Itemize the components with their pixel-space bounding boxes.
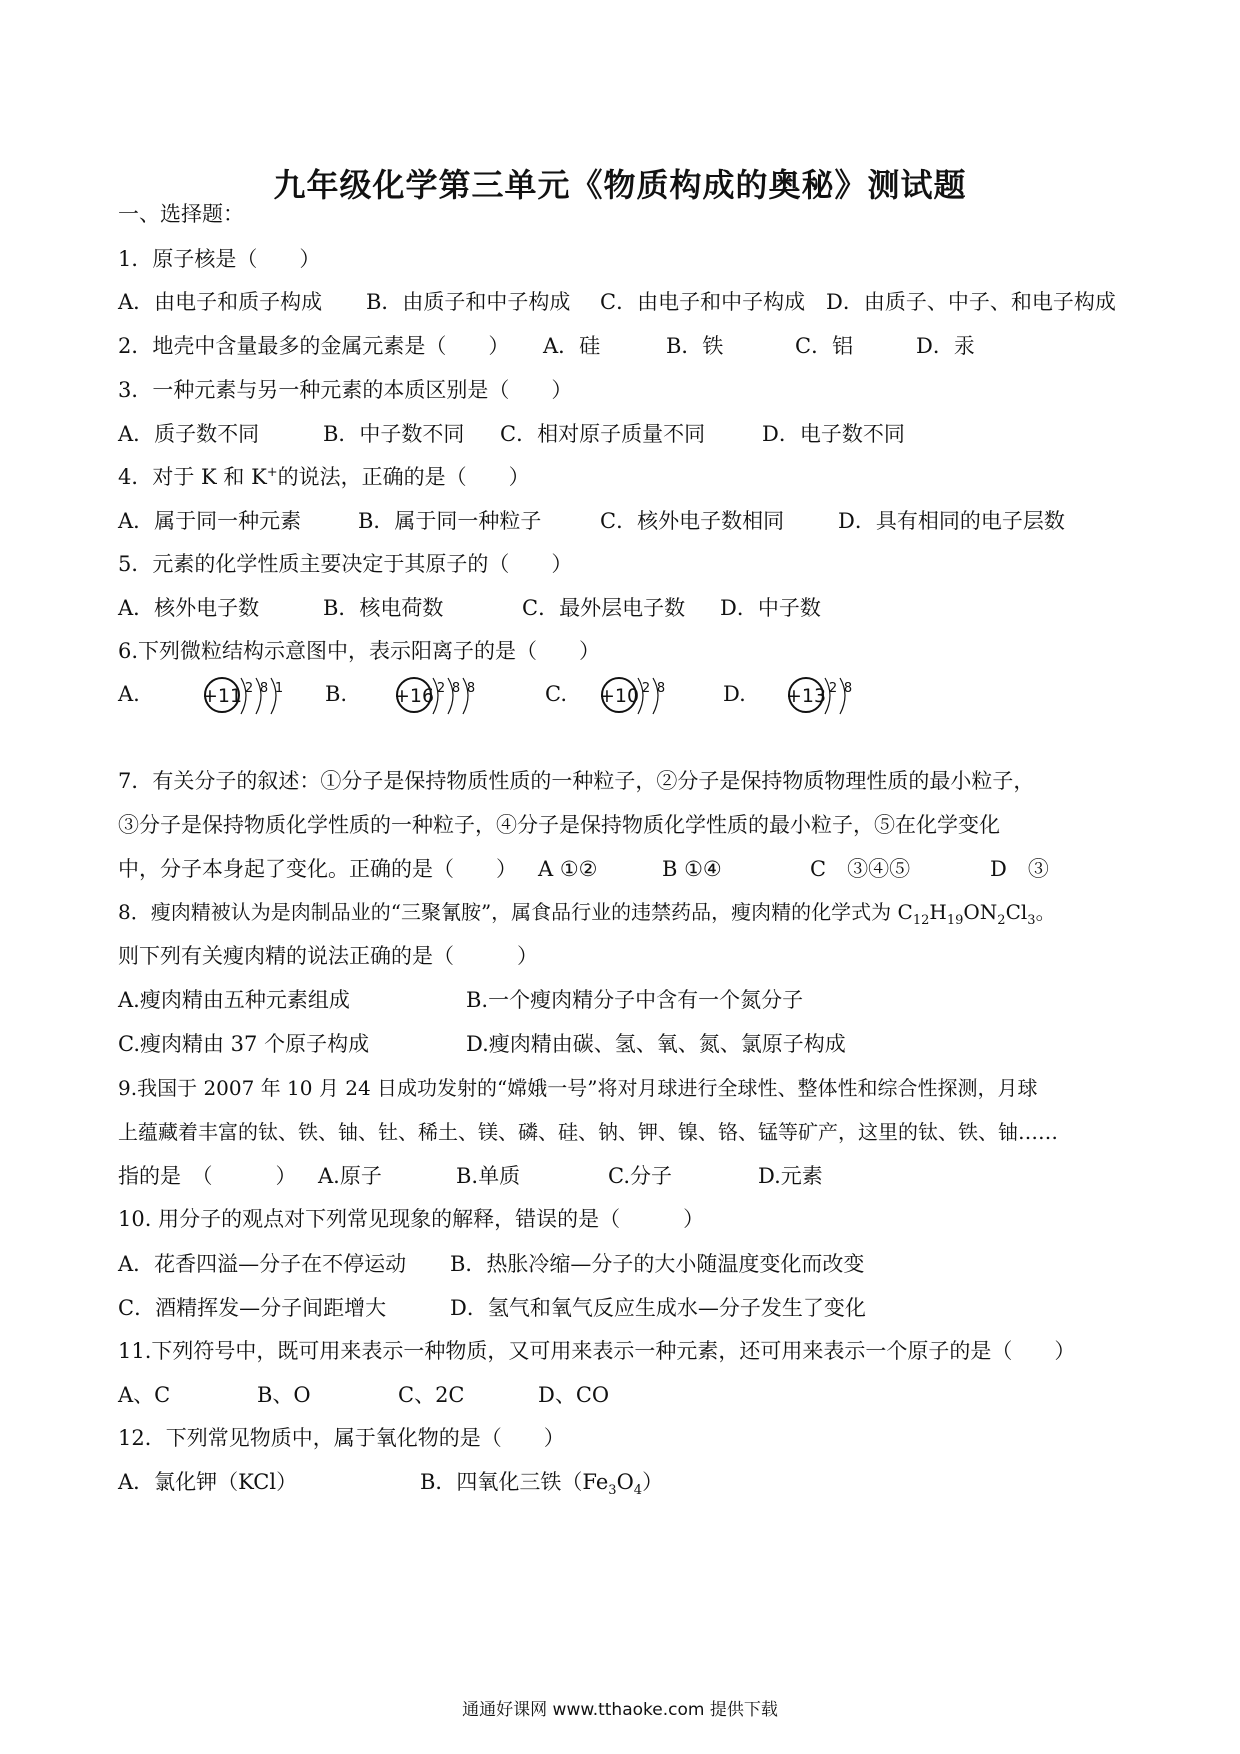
electron-count: 2 — [641, 681, 651, 696]
question-6-stem: 6.下列微粒结构示意图中，表示阳离子的是（ ） — [118, 639, 601, 663]
question-9-line-3: 指的是 （ ） — [118, 1164, 297, 1188]
formula-sub-h: 19 — [946, 913, 964, 928]
question-11-option-b: B、O — [257, 1383, 311, 1407]
question-7-line-2: ③分子是保持物质化学性质的一种粒子，④分子是保持物质化学性质的最小粒子，⑤在化学变化 — [118, 813, 1000, 837]
section-heading: 一、选择题： — [118, 202, 244, 226]
question-7-option-d: D ③ — [990, 857, 1049, 881]
question-11-option-d: D、CO — [538, 1383, 610, 1407]
question-8-line-2: 则下列有关瘦肉精的说法正确的是（ ） — [118, 944, 538, 968]
formula-cl: Cl — [1005, 900, 1028, 924]
question-8-option-d: D.瘦肉精由碳、氢、氧、氮、氯原子构成 — [466, 1032, 846, 1056]
formula-o: O — [616, 1470, 634, 1494]
electron-count: 8 — [466, 681, 476, 696]
question-4-stem-pre: 4．对于 K 和 K — [118, 465, 267, 489]
nucleus-charge: +16 — [393, 685, 435, 707]
formula-on: ON — [963, 900, 998, 924]
question-12-option-b — [420, 1468, 664, 1499]
question-9-option-b: B.单质 — [456, 1164, 521, 1188]
question-8-line-1-end: 。 — [1035, 900, 1056, 924]
question-2-stem: 2．地壳中含量最多的金属元素是（ ） — [118, 334, 510, 358]
atom-diagram-c — [599, 672, 709, 722]
formula-sub-n: 2 — [997, 913, 1006, 928]
electron-count: 8 — [259, 681, 269, 696]
atom-diagram-b — [394, 672, 504, 722]
formula-sub-cl: 3 — [1027, 913, 1036, 928]
question-8-option-a: A.瘦肉精由五种元素组成 — [118, 988, 350, 1012]
question-12-option-b-end: ） — [642, 1470, 664, 1494]
atom-diagram-a — [202, 672, 312, 722]
question-5-option-b: B．核电荷数 — [323, 596, 444, 620]
nucleus-charge: +13 — [785, 685, 827, 707]
nucleus-charge: +11 — [201, 685, 243, 707]
question-7-option-a: A ①② — [538, 857, 598, 881]
question-11-option-a: A、C — [118, 1383, 171, 1407]
nucleus-charge: +10 — [598, 685, 640, 707]
question-3-option-c: C．相对原子质量不同 — [500, 422, 706, 446]
electron-count: 8 — [451, 681, 461, 696]
electron-count: 2 — [436, 681, 446, 696]
question-1-option-b: B．由质子和中子构成 — [366, 290, 571, 314]
question-4-option-d: D．具有相同的电子层数 — [838, 509, 1065, 533]
question-5-option-d: D．中子数 — [720, 596, 821, 620]
page-footer: 通通好课网 www.tthaoke.com 提供下载 — [462, 1700, 778, 1720]
question-6-label-c: C. — [545, 682, 567, 706]
question-2-option-c: C．铝 — [795, 334, 854, 358]
question-10-option-c: C．酒精挥发—分子间距增大 — [118, 1296, 387, 1320]
question-4-stem-sup: + — [266, 465, 278, 480]
question-2-option-d: D．汞 — [916, 334, 975, 358]
atom-diagram-d — [786, 672, 896, 722]
question-7-line-3: 中，分子本身起了变化。正确的是（ ） — [118, 857, 517, 881]
question-4-stem — [118, 463, 530, 491]
question-1-option-d: D．由质子、中子、和电子构成 — [826, 290, 1116, 314]
question-8-option-b: B.一个瘦肉精分子中含有一个氮分子 — [466, 988, 804, 1012]
question-9-line-1: 9.我国于 2007 年 10 月 24 日成功发射的“嫦娥一号”将对月球进行全球性、整体性和综合性探测，月球 — [118, 1076, 1038, 1100]
question-3-stem: 3．一种元素与另一种元素的本质区别是（ ） — [118, 378, 573, 402]
question-3-option-a: A．质子数不同 — [118, 422, 260, 446]
formula-sub-c: 12 — [912, 913, 930, 928]
question-5-option-c: C．最外层电子数 — [522, 596, 686, 620]
question-4-option-a: A．属于同一种元素 — [118, 509, 302, 533]
question-9-line-2: 上蕴藏着丰富的钛、铁、铀、钍、稀土、镁、磷、硅、钠、钾、镍、铬、锰等矿产，这里的钛、铁、铀…… — [118, 1120, 1058, 1144]
question-3-option-d: D．电子数不同 — [762, 422, 905, 446]
question-10-option-d: D．氢气和氧气反应生成水—分子发生了变化 — [450, 1296, 866, 1320]
question-2-option-a: A．硅 — [543, 334, 601, 358]
electron-count: 2 — [244, 681, 254, 696]
question-8-option-c: C.瘦肉精由 37 个原子构成 — [118, 1032, 370, 1056]
question-8-line-1 — [118, 898, 1056, 926]
question-6-label-a: A. — [118, 682, 140, 706]
formula-h: H — [929, 900, 947, 924]
question-4-option-b: B．属于同一种粒子 — [358, 509, 542, 533]
question-7-line-1: 7．有关分子的叙述：①分子是保持物质性质的一种粒子，②分子是保持物质物理性质的最小粒子， — [118, 769, 1035, 793]
question-10-option-b: B．热胀冷缩—分子的大小随温度变化而改变 — [450, 1252, 865, 1276]
formula-sub-fe: 3 — [608, 1483, 617, 1499]
question-10-stem: 10. 用分子的观点对下列常见现象的解释，错误的是（ ） — [118, 1207, 705, 1231]
electron-count: 1 — [274, 681, 284, 696]
question-4-stem-post: 的说法，正确的是（ ） — [277, 465, 530, 489]
question-12-option-a: A．氯化钾（KCl） — [118, 1470, 298, 1494]
question-4-option-c: C．核外电子数相同 — [600, 509, 785, 533]
question-11-stem: 11.下列符号中，既可用来表示一种物质，又可用来表示一种元素，还可用来表示一个原子的是（ ） — [118, 1339, 1076, 1363]
question-7-option-b: B ①④ — [662, 857, 722, 881]
question-1-option-a: A．由电子和质子构成 — [118, 290, 323, 314]
question-3-option-b: B．中子数不同 — [323, 422, 465, 446]
question-7-option-c: C ③④⑤ — [810, 857, 911, 881]
page-title: 九年级化学第三单元《物质构成的奥秘》测试题 — [273, 166, 967, 204]
question-12-option-b-text: B．四氧化三铁（Fe — [420, 1470, 609, 1494]
question-5-stem: 5．元素的化学性质主要决定于其原子的（ ） — [118, 552, 573, 576]
question-1-option-c: C．由电子和中子构成 — [600, 290, 806, 314]
question-11-option-c: C、2C — [398, 1383, 465, 1407]
electron-count: 2 — [828, 681, 838, 696]
electron-count: 8 — [843, 681, 853, 696]
formula-sub-o: 4 — [633, 1483, 643, 1499]
question-1-stem: 1．原子核是（ ） — [118, 247, 321, 271]
question-6-label-b: B. — [325, 682, 348, 706]
question-8-line-1-text: 8．瘦肉精被认为是肉制品业的“三聚氰胺”，属食品行业的违禁药品，瘦肉精的化学式为 C — [118, 900, 913, 924]
question-9-option-d: D.元素 — [758, 1164, 823, 1188]
question-9-option-c: C.分子 — [608, 1164, 672, 1188]
question-12-stem: 12．下列常见物质中，属于氧化物的是（ ） — [118, 1426, 565, 1450]
question-2-option-b: B．铁 — [666, 334, 724, 358]
electron-count: 8 — [656, 681, 666, 696]
question-9-option-a: A.原子 — [318, 1164, 382, 1188]
question-6-label-d: D. — [723, 682, 746, 706]
question-10-option-a: A．花香四溢—分子在不停运动 — [118, 1252, 407, 1276]
question-5-option-a: A．核外电子数 — [118, 596, 260, 620]
